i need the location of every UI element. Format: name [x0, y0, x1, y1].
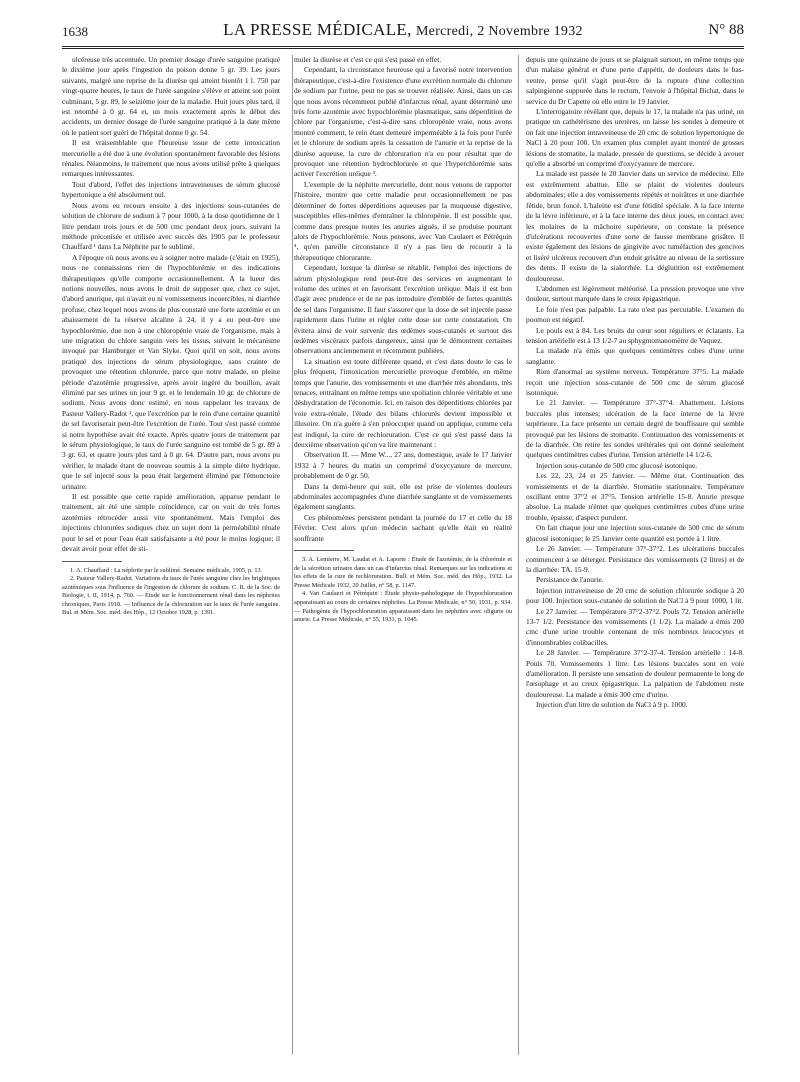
header-rule	[62, 46, 744, 47]
column-2	[294, 55, 512, 1070]
footnote: 1. A. Chauffard : La néphrite par le sublimé. Semaine médicale, 1905, p. 13.	[70, 566, 263, 574]
body-paragraph: Cependant, la circonstance heureuse qui a favorisé notre intervention thérapeutique, c'est-à-dire l'existence d'une excrétion normale du chlorure de sodium par l'urine, peut ne pas se trouver réalisée. Ainsi, dans un cas que nous avons récemment publié d'infarctus rénal, ayant déterminé une très forte azotémie avec hypochlorémie plasmatique, sans déperdition de chlore par l'organisme, c'est-à-dire sans chloropénie vraie, nous avons montré comment, le rein étant demeuré imperméable à la fois pour l'urée et le chlorure de sodium après la cessation de l'anurie et la reprise de la diurèse aqueuse, la cure de chloruration n'a eu pour résultat que de provoquer une rétention hydrochlorurée et que l'hyperchlorémie sans activer l'excrétion uréique ³.	[294, 65, 512, 179]
body-paragraph: Le foie n'est pas palpable. La rate n'est pas percutable. L'examen du poumon est négatif.	[526, 304, 744, 325]
body-paragraph: Injection sous-cutanée de 500 cmc glucosé isotonique.	[536, 460, 698, 470]
running-title	[62, 20, 744, 40]
body-paragraph: Cependant, lorsque la diurèse se rétablit, l'emploi des injections de sérum physiologique rend peut-être des services en augmentant le volume des urines et en favorisant l'excrétion uréique. Mais il est bon d'agir avec prudence et de ne pas introduire d'emblée de fortes quantités de sel dans l'organisme. Il faut s'assurer que la dose de sel injectée passe rapidement dans l'urine et régler cette dose sur cette constatation. On évitera ainsi de voir survenir des œdèmes sous-cutanés et surtout des œdèmes viscéraux parfois dangereux, ainsi que le démontrent certaines observations anciennement et récemment publiées.	[294, 263, 512, 356]
body-paragraph: depuis une quinzaine de jours et se plaignait surtout, en même temps que d'un malaise général et d'une perte d'appétit, de douleurs dans le bas-ventre, pense qu'il s'agit peut-être de la rupture d'une collection salpingienne suppurée dans le rectum, l'envoie à l'hôpital Bichat, dans le service du Dr Capette où elle entre le 19 Janvier.	[526, 55, 744, 106]
body-paragraph: L'abdomen est légèrement météorisé. La pression provoque une vive douleur, surtout marquée dans le creux épigastrique.	[526, 283, 744, 304]
body-paragraph: Le 28 Janvier. — Température 37°2-37-4. Tension artérielle : 14-8. Pouls 70. Vomissements 1 litre. Les lésions buccales sont en voie d'amélioration. Il persiste une sensation de douleur permanente le long de l'œsophage et au creux épigastrique. La palpation de l'abdomen reste douloureuse. La malade a émis 300 cmc d'urine.	[526, 648, 744, 699]
footnote: 4. Van Caulaert et Pétréquin : Étude physio-pathologique de l'hypochloruration apparaissant au cours de certaines néphrites. La Presse Médicale, n° 50, 1931, p. 934. — Pathogénie de l'hypochloruration apparaissant dans les néphrites avec oligurie ou anurie. La Presse Médicale, n° 55, 1931, p. 1045.	[294, 590, 512, 624]
issue-number: N° 88	[708, 22, 744, 38]
body-paragraph: On fait chaque jour une injection sous-cutanée de 500 cmc de sérum glucosé isotonique; le 25 Janvier cette quantité est portée à 1 litre.	[526, 523, 744, 543]
page-number: 1638	[62, 24, 88, 39]
body-paragraph: ulcéreuse très accentuée. Un premier dosage d'urée sanguine pratiqué le dixième jour après l'ingestion du poison donne 5 gr. 39. Les jours suivants, malgré une reprise de la diurèse qui atteint bientôt 1 l. 750 par vingt-quatre heures, le taux de l'urée sanguine s'élève et atteint son point culminant, 5 gr. 89, le seizième jour de la maladie. Huit jours plus tard, il est retombé à 0 gr. 64 et, un mois exactement après le début des accidents, un dernier dosage de l'urée sanguine pratiqué à la date même où le patient sort guéri de l'hôpital donne 0 gr. 54.	[62, 55, 280, 137]
body-paragraph: La situation est toute différente quand, et c'est dans doute le cas le plus fréquent, l'intoxication mercurielle provoque d'emblée, en même temps que l'anurie, des vomissements et une diarrhée très abondants, très tenaces, entraînant en même temps une spoliation chlorée véritable et une déshydratation de l'économie. Ici, en raison des déperditions chlorées par voie extra-rénale, l'étude des bilans chlorurés devient impossible et illusoire. On n'a guère à s'en préoccuper quand on applique, comme cela est indiqué, la cure de rechloruration. C'est ce qui s'est passé dans la deuxième observation qu'on va lire maintenant :	[294, 356, 512, 450]
body-paragraph: Persistance de l'anurie.	[536, 575, 604, 585]
body-paragraph: La malade n'a émis que quelques centimètres cubes d'une urine sanglante.	[526, 346, 744, 366]
page-header	[62, 20, 744, 44]
issue-date: Mercredi, 2 Novembre 1932	[415, 24, 583, 39]
body-paragraph: La malade est passée le 20 Janvier dans un service de médecine. Elle est extrêmement abattue. Elle se plaint de violentes douleurs abdominales; elle a des vomissements répétés et noirâtres et une diarrhée fétide, brun foncé. L'haleine est d'une fétidité spéciale. A la face interne de la lèvre inférieure, et à la face interne des deux joues, en contact avec les molaires de la mâchoire supérieure, on constate la présence d'ulcérations recouvertes d'une sorte de fausse membrane grisâtre. Il existe également des lésions de gingivite avec tuméfaction des gencives et liséré ulcéreux recouvert d'un enduit grisâtre au niveau de la sertissure des dents. Il existe de la sialorrhée. La déglutition est extrêmement douloureuse.	[526, 169, 744, 283]
body-paragraph: Le 26 Janvier. — Température 37°-37°2. Les ulcérations buccales commencent à se déterger. Persistance des vomissements (2 litres) et de la diarrhée: TA. 15-9.	[526, 544, 744, 574]
journal-name: LA PRESSE MÉDICALE,	[223, 20, 412, 39]
column-3	[526, 55, 744, 1070]
body-paragraph: Observation II. — Mme W..., 27 ans, domestique, avale le 17 Janvier 1932 à 7 heures du matin un comprimé d'oxycyanure de mercure, probablement de 0 gr. 50.	[294, 450, 512, 481]
column-divider	[292, 55, 293, 1055]
header-rule-thin	[62, 48, 744, 49]
footnote: 2. Pasteur Vallery-Radot. Variations du taux de l'urée sanguine chez les brightiques azotémiques sous l'influence de l'ingestion de chlorure de sodium. C. R. de la Soc. de Biologie, t. II, 1914, p. 760. — Étude sur le fonctionnement rénal dans les néphrites chroniques, Paris 1918. — Influence de la chloruration sur le taux de l'urée sanguine. Bul. et Mém. Soc. méd. des Hôp., 12 Octobre 1928, p. 1391.	[62, 575, 280, 617]
body-paragraph: Les 22, 23, 24 et 25 Janvier. — Même état. Continuation des vomissements et de la diarrhée. Stomatite stationnaire. Température oscillant entre 37°2 et 37°5. Tension artérielle 15-8. Anurie presque absolue. La malade n'émet que quelques centimètres cubes d'une urine trouble, épaisse, d'aspect purulent.	[526, 471, 744, 522]
body-paragraph: Rien d'anormal au système nerveux. Température 37°5. La malade reçoit une injection sous-cutanée de 500 cmc de sérum glucosé isotonique.	[526, 367, 744, 397]
body-paragraph: Tout d'abord, l'effet des injections intraveineuses de sérum glucosé hypertonique a été absolument nul.	[62, 179, 280, 200]
column-divider	[518, 55, 519, 1055]
body-paragraph: muler la diurèse et c'est ce qui s'est passé en effet.	[294, 55, 442, 64]
body-paragraph: A l'époque où nous avons eu à soigner notre malade (c'était en 1925), nous ne connaissions rien de l'hypochlorémie et des indications thérapeutiques qu'elle comporte occasionnellement. A la lueur des notions nouvelles, nous avons le droit de supposer que, chez ce sujet, d'abord anurique, qui n'avait eu ni vomissements incoercibles, ni diarrhée profuse, chez lequel nous avons de plus constaté une forte azotémie et un abaissement de la réserve alcaline à 24, il y a eu peut-être une hypochlorémie, due non à une chloropénie vraie de l'organisme, mais à une migration du chlore sanguin vers les tissus, suivant le mécanisme invoqué par Hamburger et Van Slyke. Quoi qu'il en soit, nous avons pratiqué des injections de sérum physiologique, sans crainte de provoquer une rétention chlorurée, parce que notre malade, en pleine période d'azotémie progressive, après avoir ingéré du bouillon, avait éliminé par ses urines un jour 9 gr. et le lendemain 10 gr. de chlorure de sodium. Nous avons donc estimé, en nous rappelant les travaux de Pasteur Vallery-Radot ², que l'excrétion par le rein d'une certaine quantité de sel favoriserait peut-être l'excrétion de l'urée. Tout s'est passé comme si notre hypothèse avait été exacte. Après quatre jours de traitement par le sérum physiologique, le taux de l'urée sanguine est tombé de 5 gr. 89 à 3 gr. 63, et quatre jours plus tard à 0 gr. 64. D'autre part, nous avons pu vérifier, le malade étant de nouveau soumis à la simple diète hydrique, que le sel injecté sous la peau était largement éliminé par l'émonctoire urinaire.	[62, 252, 280, 491]
footnote: 3. A. Lemierre, M. Laudat et A. Laporte : Étude de l'azotémie, de la chlorémie et de la sécrétion urinaire dans un cas d'infarctus rénal. Remarques sur les indications et les effets de la cure de rechloruration. Bull. et Mém. Soc. méd. des Hôp., 1932. La Presse Médicale 1932, 20 Juillet, n° 58, p. 1147.	[294, 556, 512, 589]
body-paragraph: Le pouls est à 84. Les bruits du cœur sont réguliers et éclatants. La tension artérielle est à 13 1/2-7 au sphygmomanomètre de Vaquez.	[526, 325, 744, 345]
body-paragraph: L'exemple de la néphrite mercurielle, dont nous venons de rapporter l'histoire, montre que cette maladie peut occasionnellement ne pas déterminer de fortes déperditions aqueuses par la muqueuse digestive, susceptibles elles-mêmes d'entraîner la chloropénie. Il est possible que, comme dans presque toutes les anuries aiguës, il se produise pourtant alors de l'hypochlorémie. Nous pensons, avec Van Caulaert et Pétréquin ⁴, qu'en pareille circonstance il n'y a pas lieu de recourir à la thérapeutique chlorurante.	[294, 179, 512, 262]
body-paragraph: Le 21 Janvier. — Température 37°-37°4. Abattement. Lésions buccales plus intenses; ulcération de la face interne de la lèvre supérieure. La face présente un certain degré de bouffissure qui semble provoqué par les lésions de stomatite. Continuation des vomissements et de la diarrhée. On retire les sondes urétérales qui ont donné seulement quelques centimètres cubes d'urine. Tension artérielle 14 1/2-6.	[526, 398, 744, 460]
body-paragraph: Il est possible que cette rapide amélioration, apparue pendant le traitement, ait été une simple coïncidence, car on voit de très fortes azotémies rétrocéder aussi vite spontanément. Mais l'emploi des injections chlorurées sodiques chez un sujet dont la perméabilité rénale pour le sel et pour l'eau était satisfaisante a été pour le moins logique; il devait avoir pour effet de sti-	[62, 492, 280, 554]
body-paragraph: Injection intraveineuse de 20 cmc de solution chlorurée sodique à 20 pour 100. Injection sous-cutanée de solution de NaCl à 9 pour 1000, 1 lit.	[526, 585, 744, 606]
footnote-separator	[294, 550, 354, 551]
body-paragraph: Il est vraisemblable que l'heureuse issue de cette intoxication mercurielle a été due à une évolution spontanément favorable des lésions rénales. Néanmoins, le traitement que nous avons utilisé prête à quelques remarques intéressantes.	[62, 138, 280, 179]
column-1	[62, 55, 280, 1070]
body-paragraph: Nous avons eu recours ensuite à des injections sous-cutanées de solution de chlorure de sodium à 7 pour 1000, à la dose quotidienne de 1 litre pendant trois jours et de 500 cmc pendant deux jours, suivant la méthode préconisée et utilisée avec succès dès 1905 par le professeur Chauffard ¹ dans La Néphrite par le sublimé.	[62, 200, 280, 252]
body-paragraph: Ces phénomènes persistent pendant la journée du 17 et celle du 18 Février. C'est alors qu'un médecin sachant qu'elle était en réalité souffrante	[294, 512, 512, 543]
body-paragraph: Le 27 Janvier. — Température 37°2-37°2. Pouls 72. Tension artérielle 13-7 1/2. Persistance des vomissements (1 1/2). La malade a émis 200 cmc d'une urine trouble contenant de très nombreux leucocytes et d'innombrables colibacilles.	[526, 606, 744, 647]
footnote-separator	[62, 561, 122, 562]
body-paragraph: Injection d'un litre de solution de NaCl à 9 p. 1000.	[536, 700, 688, 710]
body-paragraph: Dans la demi-heure qui suit, elle est prise de violentes douleurs abdominales accompagnées d'une diarrhée sanglante et de vomissements également sanglants.	[294, 481, 512, 512]
body-paragraph: L'interrogatoire révélant que, depuis le 17, la malade n'a pas uriné, on pratique un cathétérisme des uretères, on laisse les sondes à demeure et on fait une injection intraveineuse de 20 cmc de solution hypertonique de NaCl à 20 pour 100. Un examen plus complet ayant montré de grosses lésions de stomatite, la malade, pressée de questions, se décide à avouer qu'elle a absorbé un comprimé d'oxycyanure de mercure.	[526, 107, 744, 169]
